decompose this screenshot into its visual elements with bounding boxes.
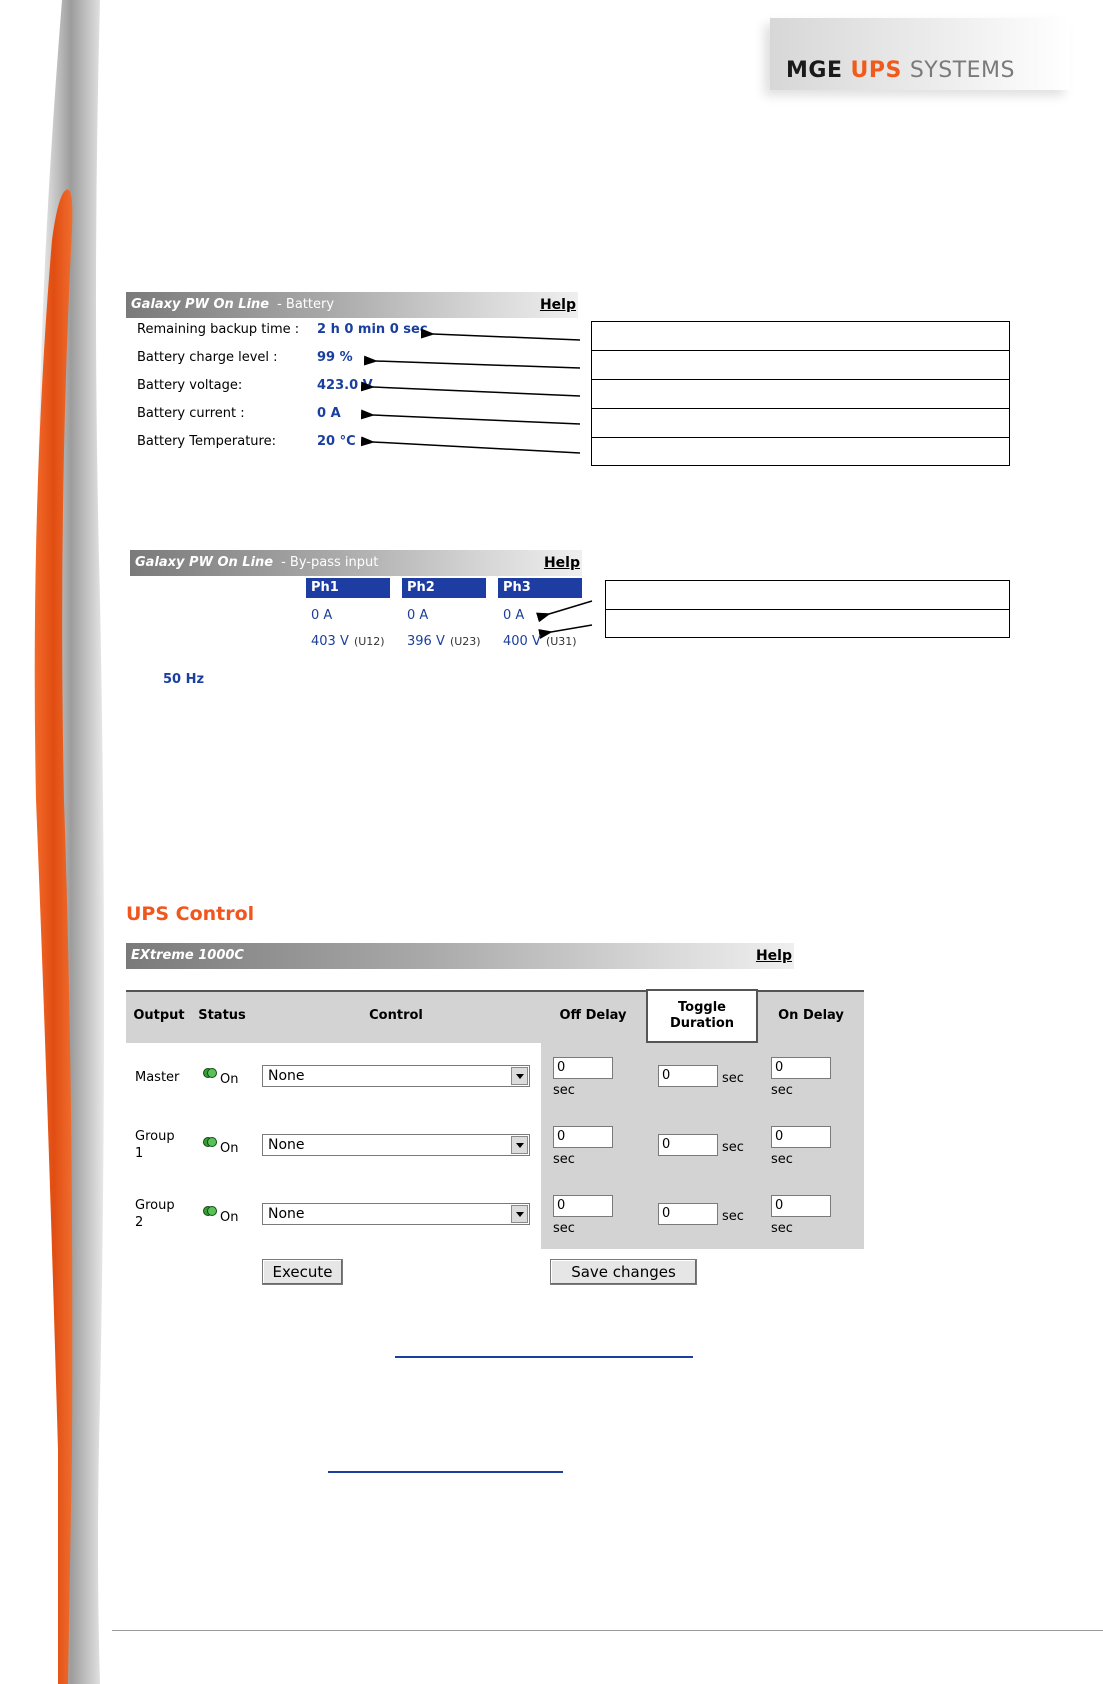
row-group1-status: On bbox=[220, 1141, 239, 1156]
battery-value-current: 0 A bbox=[317, 406, 341, 421]
bypass-help-link[interactable]: Help bbox=[543, 555, 580, 571]
phase-header-ph2: Ph2 bbox=[402, 578, 486, 598]
battery-label-charge: Battery charge level : bbox=[137, 350, 278, 365]
row-group1-toggle-input[interactable]: 0 bbox=[658, 1134, 718, 1156]
row-group2-label bbox=[135, 1197, 175, 1231]
ups-control-title: UPS Control bbox=[126, 903, 255, 925]
row-master-control-value: None bbox=[268, 1068, 305, 1084]
chevron-down-icon[interactable] bbox=[511, 1136, 528, 1154]
row-group2-toggle-unit: sec bbox=[722, 1209, 744, 1224]
row-master-off-delay-input[interactable]: 0 bbox=[553, 1057, 613, 1079]
phase-voltage-ph3: 400 V bbox=[503, 634, 541, 649]
bypass-section-name: - By-pass input bbox=[281, 555, 379, 570]
row-group1-label bbox=[135, 1128, 175, 1162]
phase-voltage-ph1-group bbox=[311, 630, 385, 649]
header-on-delay: On Delay bbox=[778, 1008, 844, 1023]
bypass-frequency: 50 Hz bbox=[163, 672, 205, 687]
link-underline-1[interactable] bbox=[395, 1356, 693, 1358]
status-on-icon bbox=[203, 1135, 217, 1149]
row-master-control-select[interactable] bbox=[262, 1065, 530, 1087]
ups-control-title-bar bbox=[126, 943, 794, 969]
row-group1-off-delay-unit: sec bbox=[553, 1152, 575, 1167]
arrow-bypass-current bbox=[549, 601, 592, 614]
row-master-toggle-input[interactable]: 0 bbox=[658, 1065, 718, 1087]
arrow-backup bbox=[433, 334, 580, 340]
chevron-down-icon[interactable] bbox=[511, 1067, 528, 1085]
battery-help-link[interactable]: Help bbox=[539, 297, 576, 313]
row-group2-label-line1: Group bbox=[135, 1198, 175, 1213]
execute-button[interactable]: Execute bbox=[262, 1259, 343, 1285]
chevron-down-icon[interactable] bbox=[511, 1205, 528, 1223]
logo-mge: MGE bbox=[786, 58, 843, 83]
battery-value-backup: 2 h 0 min 0 sec bbox=[317, 322, 428, 337]
phase-voltage-ph2-group bbox=[407, 630, 481, 649]
row-master-status: On bbox=[220, 1072, 239, 1087]
arrow-voltage bbox=[373, 387, 580, 396]
arrow-current bbox=[373, 415, 580, 424]
row-group1-label-line2: 1 bbox=[135, 1146, 144, 1161]
phase-voltage-ph2: 396 V bbox=[407, 634, 445, 649]
phase-header-ph1: Ph1 bbox=[306, 578, 390, 598]
row-group2-on-delay-unit: sec bbox=[771, 1221, 793, 1236]
battery-label-voltage: Battery voltage: bbox=[137, 378, 243, 393]
row-master-on-delay-input[interactable]: 0 bbox=[771, 1057, 831, 1079]
phase-voltage-tag-ph1: (U12) bbox=[353, 635, 385, 648]
row-group1-off-delay-input[interactable]: 0 bbox=[553, 1126, 613, 1148]
row-master-on-delay-unit: sec bbox=[771, 1083, 793, 1098]
battery-label-backup: Remaining backup time : bbox=[137, 322, 300, 337]
save-changes-button[interactable]: Save changes bbox=[550, 1259, 697, 1285]
arrow-charge bbox=[376, 361, 580, 368]
phase-voltage-tag-ph3: (U31) bbox=[545, 635, 577, 648]
row-group1-control-value: None bbox=[268, 1137, 305, 1153]
battery-label-temperature: Battery Temperature: bbox=[137, 434, 276, 449]
row-master-off-delay-unit: sec bbox=[553, 1083, 575, 1098]
bypass-device-name: Galaxy PW On Line bbox=[135, 555, 274, 570]
bypass-callout-box-2 bbox=[605, 609, 1010, 638]
row-group2-label-line2: 2 bbox=[135, 1215, 144, 1230]
ups-help-link[interactable]: Help bbox=[755, 948, 792, 964]
phase-current-ph3: 0 A bbox=[503, 608, 525, 623]
row-group2-toggle-input[interactable]: 0 bbox=[658, 1203, 718, 1225]
phase-voltage-tag-ph2: (U23) bbox=[449, 635, 481, 648]
battery-value-temperature: 20 °C bbox=[317, 434, 356, 449]
battery-value-voltage: 423.0 V bbox=[317, 378, 373, 393]
phase-current-ph2: 0 A bbox=[407, 608, 429, 623]
ups-device-name: EXtreme 1000C bbox=[131, 948, 244, 963]
row-group2-off-delay-unit: sec bbox=[553, 1221, 575, 1236]
row-group1-toggle-unit: sec bbox=[722, 1140, 744, 1155]
header-off-delay: Off Delay bbox=[559, 1008, 627, 1023]
header-control: Control bbox=[369, 1008, 423, 1023]
row-master-toggle-unit: sec bbox=[722, 1071, 744, 1086]
row-group1-label-line1: Group bbox=[135, 1129, 175, 1144]
phase-voltage-ph1: 403 V bbox=[311, 634, 349, 649]
header-toggle-line1: Toggle bbox=[678, 1000, 726, 1015]
phase-current-ph1: 0 A bbox=[311, 608, 333, 623]
logo-systems: SYSTEMS bbox=[909, 58, 1015, 83]
phase-voltage-ph3-group bbox=[503, 630, 577, 649]
logo-ups: UPS bbox=[850, 58, 902, 83]
status-on-icon bbox=[203, 1066, 217, 1080]
row-master-label-line1: Master bbox=[135, 1070, 180, 1085]
header-output: Output bbox=[133, 1008, 185, 1023]
arrow-temperature bbox=[373, 442, 580, 453]
row-group1-on-delay-input[interactable]: 0 bbox=[771, 1126, 831, 1148]
row-group1-control-select[interactable] bbox=[262, 1134, 530, 1156]
battery-label-current: Battery current : bbox=[137, 406, 245, 421]
link-underline-2[interactable] bbox=[328, 1471, 563, 1473]
battery-section-name: - Battery bbox=[277, 297, 335, 312]
row-group1-on-delay-unit: sec bbox=[771, 1152, 793, 1167]
row-group2-control-value: None bbox=[268, 1206, 305, 1222]
toggle-column-divider bbox=[646, 1041, 758, 1043]
header-toggle-line2: Duration bbox=[669, 1016, 735, 1031]
battery-value-charge: 99 % bbox=[317, 350, 353, 365]
row-master-label bbox=[135, 1069, 179, 1086]
header-status: Status bbox=[198, 1008, 246, 1023]
row-group2-control-select[interactable] bbox=[262, 1203, 530, 1225]
row-group2-off-delay-input[interactable]: 0 bbox=[553, 1195, 613, 1217]
battery-device-name: Galaxy PW On Line bbox=[131, 297, 270, 312]
row-group2-status: On bbox=[220, 1210, 239, 1225]
status-on-icon bbox=[203, 1204, 217, 1218]
phase-header-ph3: Ph3 bbox=[498, 578, 582, 598]
footer-rule bbox=[112, 1630, 1103, 1631]
bypass-title-bar bbox=[130, 550, 582, 576]
row-group2-on-delay-input[interactable]: 0 bbox=[771, 1195, 831, 1217]
bypass-callout-box-1 bbox=[605, 580, 1010, 610]
